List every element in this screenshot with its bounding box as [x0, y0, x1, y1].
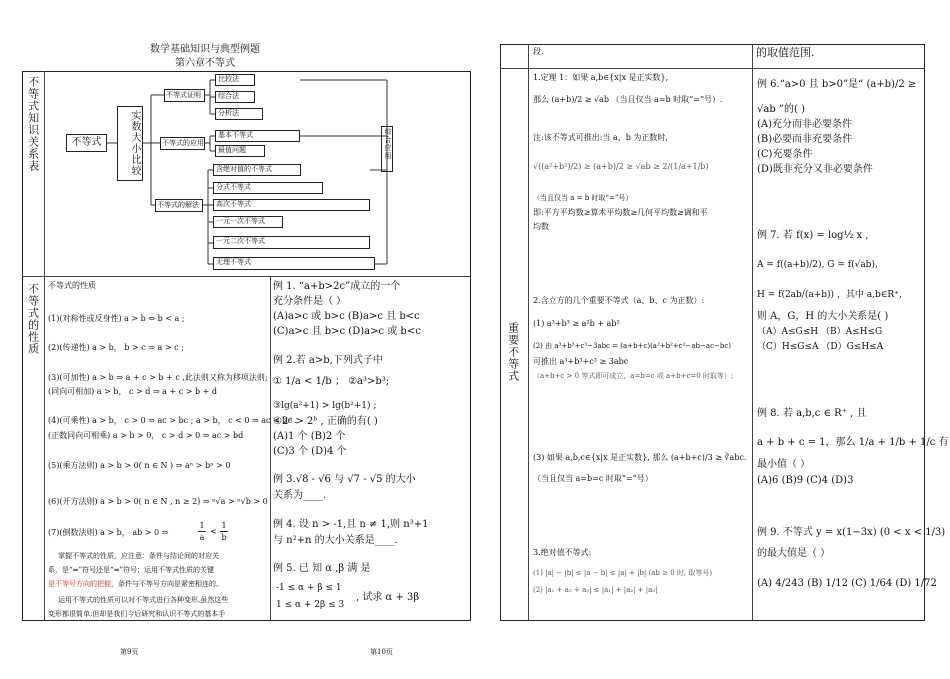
prop-6: (6)(开方法则) a > b > 0( n ∈ N , n ≥ 2) ⇒ ⁿ√a > ⁿ√b > 0 — [48, 497, 268, 506]
abs-title: 3.绝对值不等式: — [533, 548, 592, 557]
theorem-1-means-1: 即:平方平均数≥算术平均数≥几何平均数≥调和平 — [533, 208, 708, 217]
example-9-line-2: 的最大值是（ ） — [757, 548, 831, 559]
apply-item-1: 基本不等式 — [215, 130, 300, 142]
prop-7-lt: < — [210, 527, 217, 536]
example-7-line-3: H = f(2ab/(a+b)) ，其中 a,b∈R⁺, — [757, 290, 902, 300]
proof-item-3: 分析法 — [215, 108, 263, 120]
example-2-line-5: (A)1 个 (B)2 个 — [273, 431, 346, 442]
prop-2: (2)(传递性) a > b， b > c ⇒ a > c ; — [48, 343, 184, 352]
example-8-options: (A)6 (B)9 (C)4 (D)3 — [757, 475, 854, 486]
example-6-option-d: (D)既非充分又非必要条件 — [757, 164, 873, 175]
prop-4a: (4)(可乘性) a > b， c > 0 ⇒ ac > bc ; a > b， c < 0 ⇒ ac < bc . — [48, 416, 298, 425]
example-5-line-1: 例 5. 已 知 α ,β 满 是 — [273, 563, 371, 574]
abs-2: (2) |a₁ + a₂ + a₃| ≤ |a₁| + |a₂| + |a₃| — [533, 586, 658, 594]
example-4-line-1: 例 4. 设 n > -1,且 n ≠ 1,则 n³+1 — [273, 519, 429, 530]
example-5-cond-1: -1 ≤ α + β ≤ 1 — [276, 583, 342, 593]
page-title: 数学基础知识与典型例题 — [150, 44, 260, 55]
solve-item-1: 含绝对值的不等式 — [213, 164, 301, 176]
prop-7-den-a: a — [199, 533, 205, 542]
example-3-line-2: 关系为____. — [273, 490, 327, 501]
chapter-title: 第六章不等式 — [175, 58, 235, 69]
example-2-line-4: ④2ᵃ > 2ᵇ , 正确的有( ) — [273, 416, 378, 427]
side-label-important: 重要不等式 — [506, 322, 520, 382]
theorem-1-equality: （当且仅当 a = b 时取“=”号） — [533, 194, 633, 202]
cubic-1: (1) a³+b³ ≥ a²b + ab² — [533, 319, 620, 328]
note-line-4: 运用不等式的性质可以对不等式进行各种变形,虽然这些 — [58, 596, 229, 604]
theorem-1-line-1: 1.定理 1：如果 a,b∈{x|x 是正实数}, — [533, 73, 669, 82]
note-line-2: 系，是“⇒”符号还是“⇔”符号；运用不等式性质的关键 — [48, 566, 215, 574]
prop-1: (1)(对称性或反身性) a > b ⇔ b < a ; — [48, 314, 185, 323]
note-line-3 — [48, 580, 223, 588]
example-7-line-1: 例 7. 若 f(x) = log½ x , — [757, 230, 869, 241]
prop-7-num2: 1 — [221, 521, 227, 530]
page-number-9: 第9页 — [120, 648, 139, 656]
props-header: 不等式的性质 — [48, 281, 96, 290]
example-5-line-4: , 试求 α + 3β — [356, 592, 420, 603]
node-apply: 不等式的应用 — [160, 137, 205, 150]
solve-item-6: 无理不等式 — [213, 257, 375, 270]
node-compare: 实数大小比较 — [117, 106, 143, 181]
example-2-line-6: (C)3 个 (D)4 个 — [273, 446, 347, 457]
proof-item-1: 比较法 — [215, 74, 255, 86]
top-right-fragment: 的取值范围. — [756, 46, 815, 59]
prop-7-den-b: b — [221, 533, 227, 542]
note-line-5: 变形都很简单,但却是我们今后研究和认识不等式的基本手 — [48, 610, 226, 618]
example-7-line-4: 则 A，G，H 的大小关系是( ) — [757, 311, 889, 322]
abs-1: (1) |a| − |b| ≤ |a − b| ≤ |a| + |b| (ab ≥ 0 时, 取等号) — [533, 569, 713, 577]
example-9-line-1: 例 9. 不等式 y = x(1−3x) (0 < x < 1/3) — [757, 527, 946, 538]
proof-item-2: 综合法 — [215, 91, 255, 103]
node-root: 不等式 — [66, 134, 107, 152]
example-6-line-2: √ab ”的( ) — [757, 104, 806, 115]
prop-5: (5)(乘方法则) a > b > 0( n ∈ N ) ⇒ aⁿ > bⁿ > 0 — [48, 461, 231, 470]
example-8-line-1: 例 8. 若 a,b,c ∈ R⁺ , 且 — [757, 408, 867, 419]
side-label-relations: 不等式知识关系表 — [26, 76, 40, 172]
prop-7: (7)(倒数法则) a > b， ab > 0 ⇒ — [48, 528, 169, 537]
example-1-line-2: 充分条件是（ ） — [273, 296, 347, 307]
side-label-properties: 不等式的性质 — [26, 283, 40, 355]
cubic-2: (2) 由 a³+b³+c³−3abc = (a+b+c)(a²+b²+c²−ab−ac−bc) — [533, 342, 731, 350]
example-6-line-1: 例 6.“a>0 且 b>0”是“ (a+b)/2 ≥ — [757, 79, 917, 90]
cubic-title: 2.含立方的几个重要不等式（a、b、c 为正数）: — [533, 296, 705, 305]
example-8-line-3: 最小值（ ） — [757, 459, 811, 470]
example-7-options-2: （C）H≤G≤A （D）G≤H≤A — [757, 342, 884, 352]
example-7-options-1: （A）A≤G≤H （B）A≤H≤G — [757, 327, 883, 337]
solve-item-5: 一元二次不等式 — [213, 236, 370, 249]
example-2-line-1: 例 2.若 a>b,下列式子中 — [273, 355, 383, 366]
page-number-10: 第10页 — [370, 648, 393, 656]
theorem-1-chain: √((a²+b²)/2) ≥ (a+b)/2 ≥ √ab ≥ 2/(1/a+1/b) — [533, 162, 709, 171]
cubic-3: (3) 如果 a,b,c∈{x|x 是正实数}, 那么 (a+b+c)/3 ≥ ∛abc. — [533, 453, 747, 462]
theorem-1-means-2: 均数 — [533, 222, 549, 231]
example-2-line-3: ③lg(a²+1) > lg(b²+1) ; — [273, 401, 377, 411]
example-1-line-4: (C)a>c 且 b>c (D)a>c 或 b<c — [273, 326, 421, 337]
example-9-options: (A) 4/243 (B) 1/12 (C) 1/64 (D) 1/72 — [757, 578, 937, 589]
cubic-2-result: 可推出 a³+b³+c³ ≥ 3abc — [533, 357, 629, 366]
example-8-line-2: a + b + c = 1，那么 1/a + 1/b + 1/c 有 — [757, 437, 949, 448]
solve-item-2: 分式不等式 — [213, 182, 323, 194]
prop-3b: (同向可相加) a > b， c > d ⇒ a + c > b + d — [48, 387, 218, 396]
cubic-2-note: （a+b+c > 0 等式即可成立，a=b=c 或 a+b+c=0 时取等）; — [533, 372, 734, 380]
example-6-option-a: (A)充分而非必要条件 — [757, 119, 853, 130]
node-proof: 不等式证明 — [164, 89, 205, 102]
example-5-cond-2: 1 ≤ α + 2β ≤ 3 — [276, 600, 345, 610]
theorem-1-line-2: 那么 (a+b)/2 ≥ √ab （当且仅当 a=b 时取“=”号）. — [533, 95, 723, 104]
theorem-1-note: 注:该不等式可推出:当 a、b 为正数时, — [533, 133, 668, 142]
solve-item-3: 高次不等式 — [213, 199, 370, 211]
prop-4b: (正数同向可相乘) a > b > 0， c > d > 0 ⇒ ac > bd — [48, 431, 244, 440]
note-highlight: 是不等号方向的把握 — [48, 580, 111, 588]
example-4-line-2: 与 n²+n 的大小关系是____. — [273, 535, 398, 546]
example-3-line-1: 例 3.√8 - √6 与 √7 - √5 的大小 — [273, 474, 416, 485]
example-2-line-2: ① 1/a < 1/b ； ②a³>b³; — [273, 376, 390, 387]
prop-3a: (3)(可加性) a > b ⇒ a + c > b + c ,此法则又称为移项法则; — [48, 373, 268, 382]
top-mid-fragment: 段. — [533, 47, 544, 56]
example-6-option-c: (C)充要条件 — [757, 149, 813, 160]
cubic-3-equality: （当且仅当 a=b=c 时取“=”号） — [533, 474, 653, 483]
example-7-line-2: A = f((a+b)/2), G = f(√ab), — [757, 260, 878, 270]
note-line-1: 掌握不等式的性质，应注意：条件与结论间的对应关 — [58, 552, 219, 560]
example-1-line-3: (A)a>c 或 b>c (B)a>c 且 b<c — [273, 311, 420, 322]
example-1-line-1: 例 1. “a+b>2c”成立的一个 — [273, 281, 401, 292]
prop-7-num1: 1 — [199, 521, 205, 530]
apply-item-2: 最值问题 — [215, 145, 265, 157]
note-line-3-rest: ，条件与不等号方向是紧密相连的。 — [111, 580, 223, 588]
solve-item-4: 一元一次不等式 — [213, 216, 283, 228]
node-overall: 综合应用 — [381, 126, 393, 172]
node-solve: 不等式的解法 — [155, 199, 203, 212]
example-6-option-b: (B)必要而非充要条件 — [757, 134, 853, 145]
